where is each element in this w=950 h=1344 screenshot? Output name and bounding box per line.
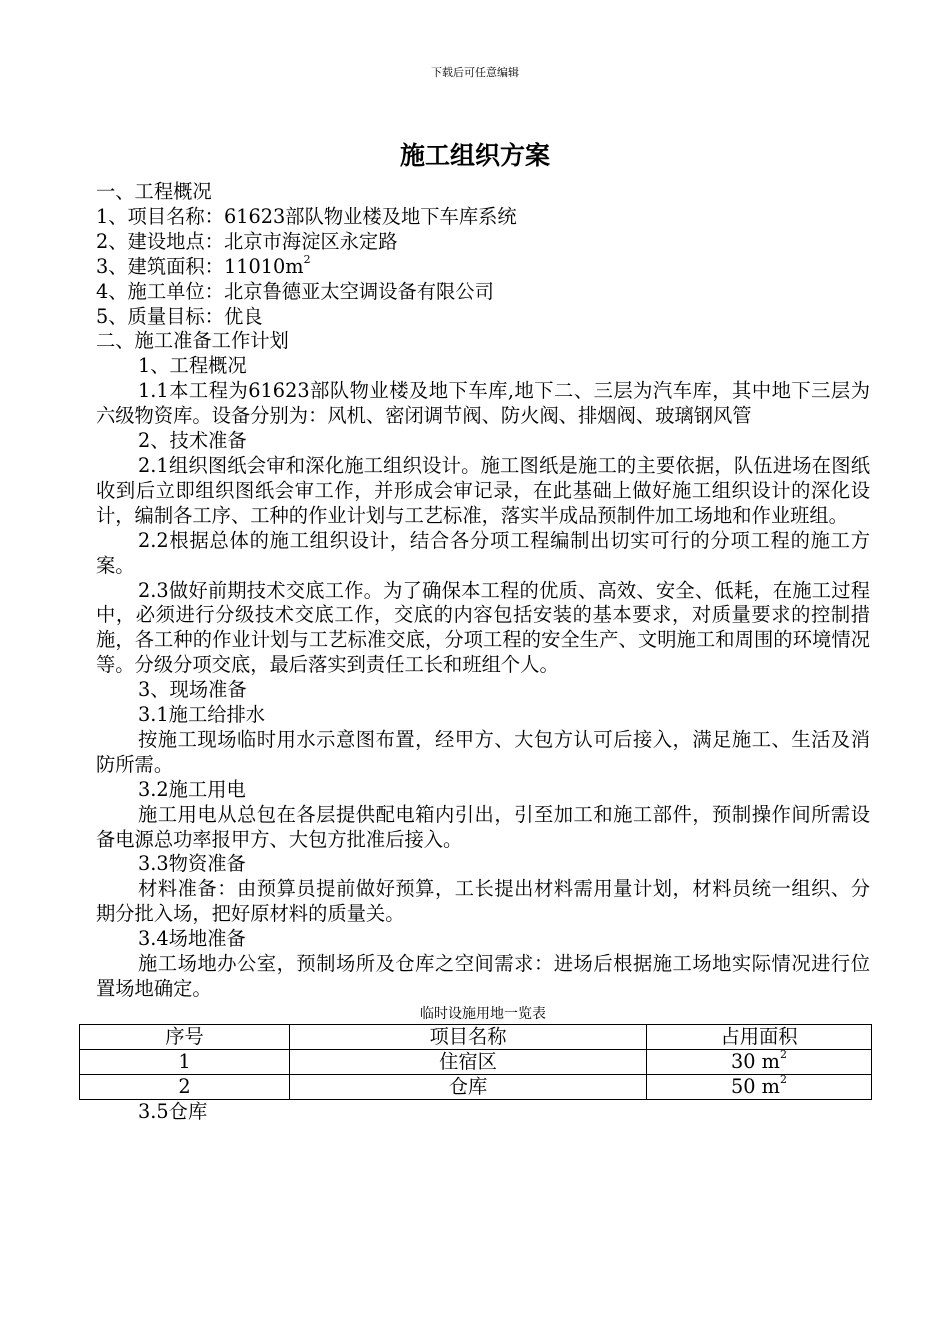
table-cell: 仓库 xyxy=(290,1074,647,1099)
area-value: 30 m xyxy=(731,1049,780,1073)
subsection-heading: 3、现场准备 xyxy=(138,678,247,702)
project-name: 1、项目名称：61623部队物业楼及地下车库系统 xyxy=(96,204,517,228)
table-header-row xyxy=(80,1024,872,1049)
body-paragraph: 按施工现场临时用水示意图布置，经甲方、大包方认可后接入，满足施工、生活及消防所需。 xyxy=(96,727,870,776)
body-paragraph: 1.1本工程为61623部队物业楼及地下车库,地下二、三层为汽车库，其中地下三层为六级物资库。设备分别为：风机、密闭调节阀、防火阀、排烟阀、玻璃钢风管 xyxy=(96,379,870,428)
body-paragraph: 施工场地办公室，预制场所及仓库之空间需求：进场后根据施工场地实际情况进行位置场地确定。 xyxy=(96,952,870,1000)
table-row xyxy=(80,1049,872,1074)
project-location: 2、建设地点：北京市海淀区永定路 xyxy=(96,229,398,253)
table-cell xyxy=(647,1074,872,1099)
table-header-cell: 项目名称 xyxy=(290,1024,647,1049)
section-heading: 一、工程概况 xyxy=(96,180,212,203)
header-note: 下载后可任意编辑 xyxy=(431,66,519,79)
body-paragraph: 2.1组织图纸会审和深化施工组织设计。施工图纸是施工的主要依据，队伍进场在图纸收到后立即组织图纸会审工作，并形成会审记录，在此基础上做好施工组织设计的深化设计，编制各工序、工种的作业计划与工艺标准，落实半成品预制件加工场地和作业班组。 xyxy=(96,453,870,527)
subsection-heading: 2、技术准备 xyxy=(138,429,247,453)
table-cell: 住宿区 xyxy=(290,1049,647,1074)
body-paragraph: 2.2根据总体的施工组织设计，结合各分项工程编制出切实可行的分项工程的施工方案。 xyxy=(96,528,870,577)
document-title: 施工组织方案 xyxy=(399,141,550,170)
subsection-heading: 3.3物资准备 xyxy=(138,852,246,876)
facilities-table xyxy=(79,1024,872,1100)
construction-unit: 4、施工单位：北京鲁德亚太空调设备有限公司 xyxy=(96,279,494,303)
area-sup: 2 xyxy=(779,1048,787,1062)
area-value: 50 m xyxy=(731,1074,780,1098)
document-body xyxy=(96,180,870,1125)
subsection-heading: 3.5仓库 xyxy=(138,1099,208,1123)
table-row xyxy=(80,1074,872,1099)
subsection-heading: 1、工程概况 xyxy=(138,354,247,378)
building-area-text: 3、建筑面积：11010m xyxy=(96,254,304,278)
quality-goal: 5、质量目标：优良 xyxy=(96,304,263,328)
body-paragraph: 2.3做好前期技术交底工作。为了确保本工程的优质、高效、安全、低耗，在施工过程中，必须进行分级技术交底工作，交底的内容包括安装的基本要求，对质量要求的控制措施，各工种的作业计划与工艺标准交底，分项工程的安全生产、文明施工和周围的环境情况等。分级分项交底，最后落实到责任工长和班组个人。 xyxy=(96,578,870,677)
subsection-heading: 3.2施工用电 xyxy=(138,777,246,801)
building-area-sup: 2 xyxy=(303,253,311,267)
body-paragraph: 施工用电从总包在各层提供配电箱内引出，引至加工和施工部件，预制操作间所需设备电源总功率报甲方、大包方批准后接入。 xyxy=(96,802,870,851)
table-cell xyxy=(647,1049,872,1074)
area-sup: 2 xyxy=(779,1073,787,1087)
subsection-heading: 3.4场地准备 xyxy=(138,927,246,951)
table-cell: 1 xyxy=(80,1049,290,1074)
building-area xyxy=(96,255,870,280)
table-header-cell: 占用面积 xyxy=(647,1024,872,1049)
table-header-cell: 序号 xyxy=(80,1024,290,1049)
body-paragraph: 材料准备：由预算员提前做好预算，工长提出材料需用量计划，材料员统一组织、分期分批入场，把好原材料的质量关。 xyxy=(96,877,870,926)
table-caption: 临时设施用地一览表 xyxy=(420,1005,546,1022)
table-cell: 2 xyxy=(80,1074,290,1099)
subsection-heading: 3.1施工给排水 xyxy=(138,703,266,727)
section-heading: 二、施工准备工作计划 xyxy=(96,329,289,353)
